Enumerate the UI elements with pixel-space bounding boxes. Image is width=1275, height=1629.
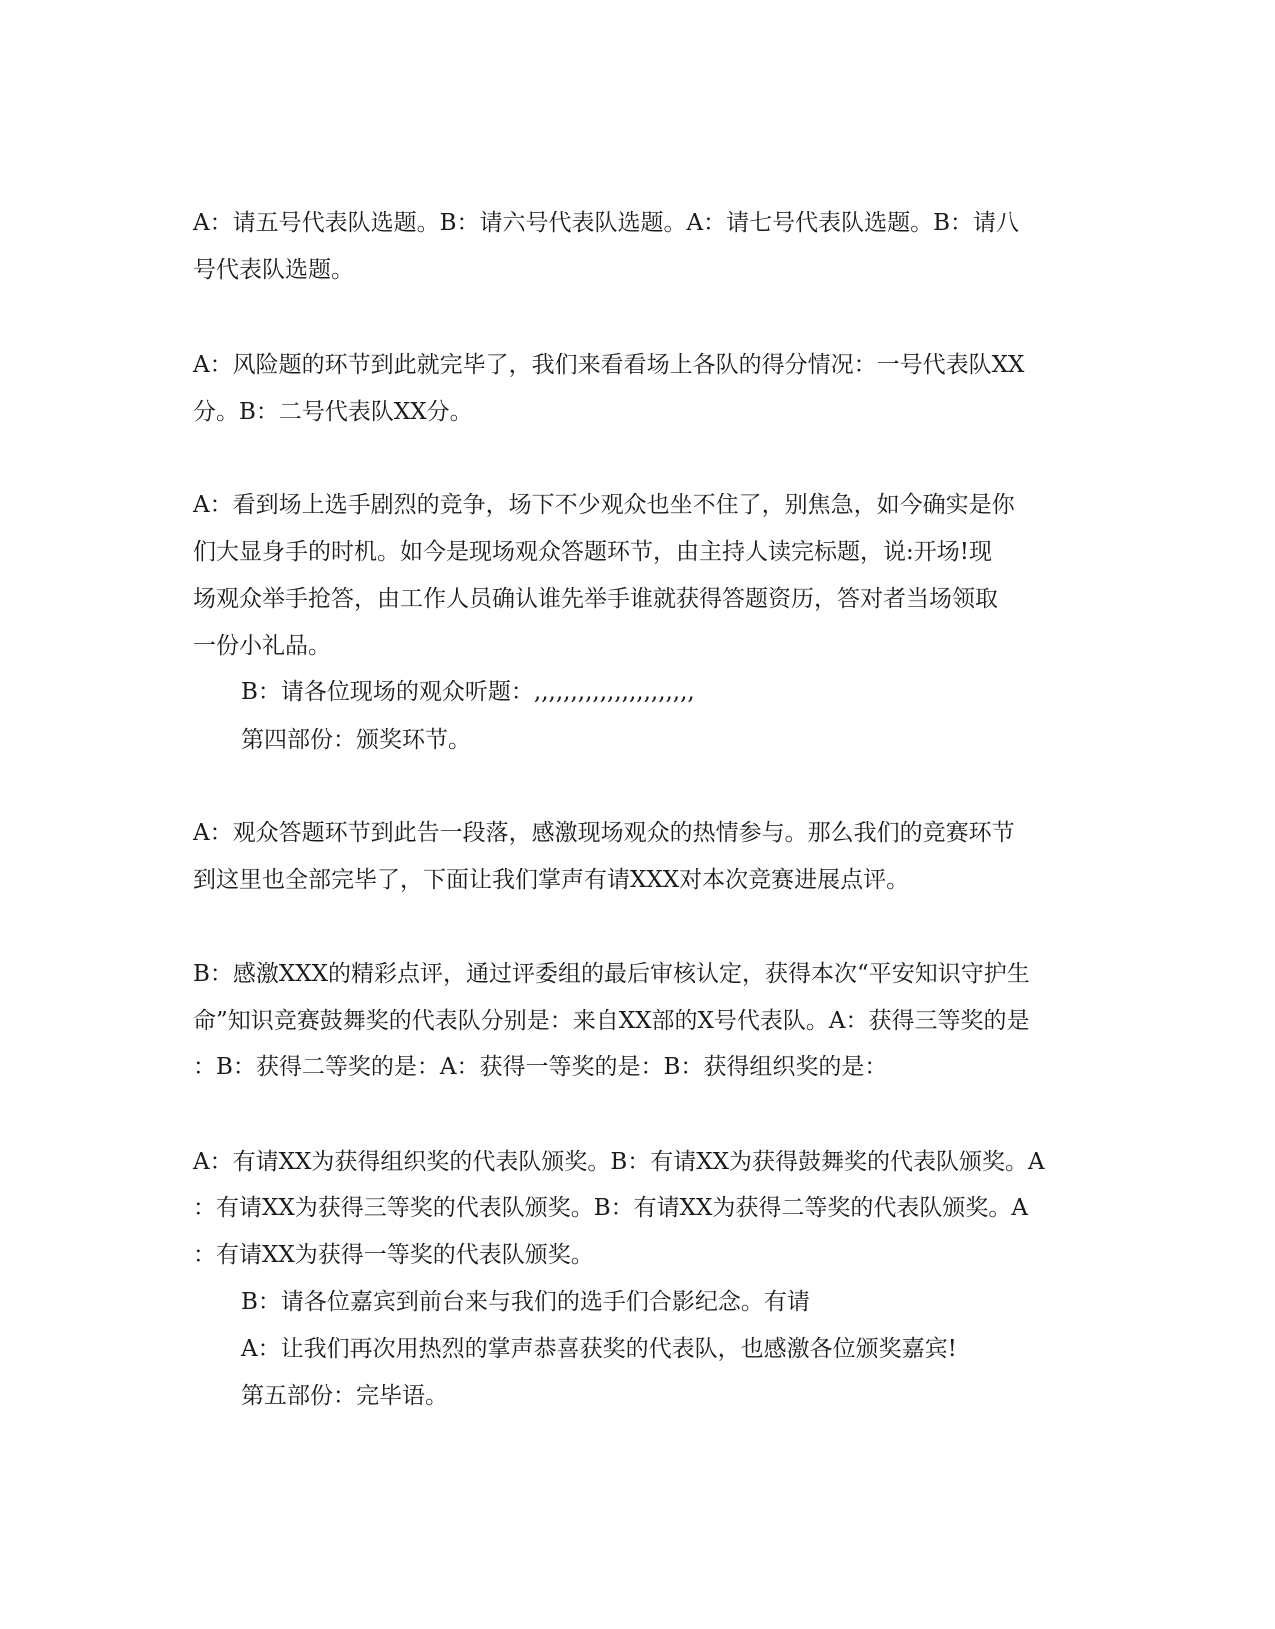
text-line: A：风险题的环节到此就完毕了，我们来看看场上各队的得分情况：一号代表队XX [193, 352, 1025, 378]
text-line: A：请五号代表队选题。B：请六号代表队选题。A：请七号代表队选题。B：请八 [193, 210, 1020, 236]
text-line: A：看到场上选手剧烈的竞争，场下不少观众也坐不住了，别焦急，如今确实是你 [193, 492, 1015, 518]
text-line: 们大显身手的时机。如今是现场观众答题环节，由主持人读完标题，说:开场!现 [193, 539, 992, 565]
text-line: 一份小礼品。 [193, 633, 331, 659]
text-line: B：请各位嘉宾到前台来与我们的选手们合影纪念。有请 [241, 1289, 810, 1315]
text-line: A：让我们再次用热烈的掌声恭喜获奖的代表队，也感激各位颁奖嘉宾! [241, 1336, 957, 1362]
text-line: 号代表队选题。 [193, 257, 354, 283]
text-line: 到这里也全部完毕了，下面让我们掌声有请XXX对本次竞赛进展点评。 [193, 867, 910, 893]
text-line: 场观众举手抢答，由工作人员确认谁先举手谁就获得答题资历，答对者当场领取 [193, 586, 998, 612]
text-line: ：有请XX为获得一等奖的代表队颁奖。 [193, 1242, 594, 1268]
text-line: 分。B：二号代表队XX分。 [193, 399, 473, 425]
section-heading: 第四部份：颁奖环节。 [241, 727, 471, 753]
text-line: 命”知识竞赛鼓舞奖的代表队分别是：来自XX部的X号代表队。A：获得三等奖的是 [193, 1008, 1030, 1034]
text-line: ：B：获得二等奖的是：A：获得一等奖的是：B：获得组织奖的是： [193, 1054, 888, 1080]
text-line: B：感激XXX的精彩点评，通过评委组的最后审核认定，获得本次“平安知识守护生 [193, 961, 1030, 987]
text-line: A：有请XX为获得组织奖的代表队颁奖。B：有请XX为获得鼓舞奖的代表队颁奖。A [193, 1149, 1045, 1175]
section-heading: 第五部份：完毕语。 [241, 1383, 448, 1409]
text-line: ：有请XX为获得三等奖的代表队颁奖。B：有请XX为获得二等奖的代表队颁奖。A [193, 1195, 1029, 1221]
text-line: A：观众答题环节到此告一段落，感激现场观众的热情参与。那么我们的竞赛环节 [193, 820, 1015, 846]
text-line: B：请各位现场的观众听题：,,,,,,,,,,,,,,,,,,,,,, [241, 679, 695, 705]
